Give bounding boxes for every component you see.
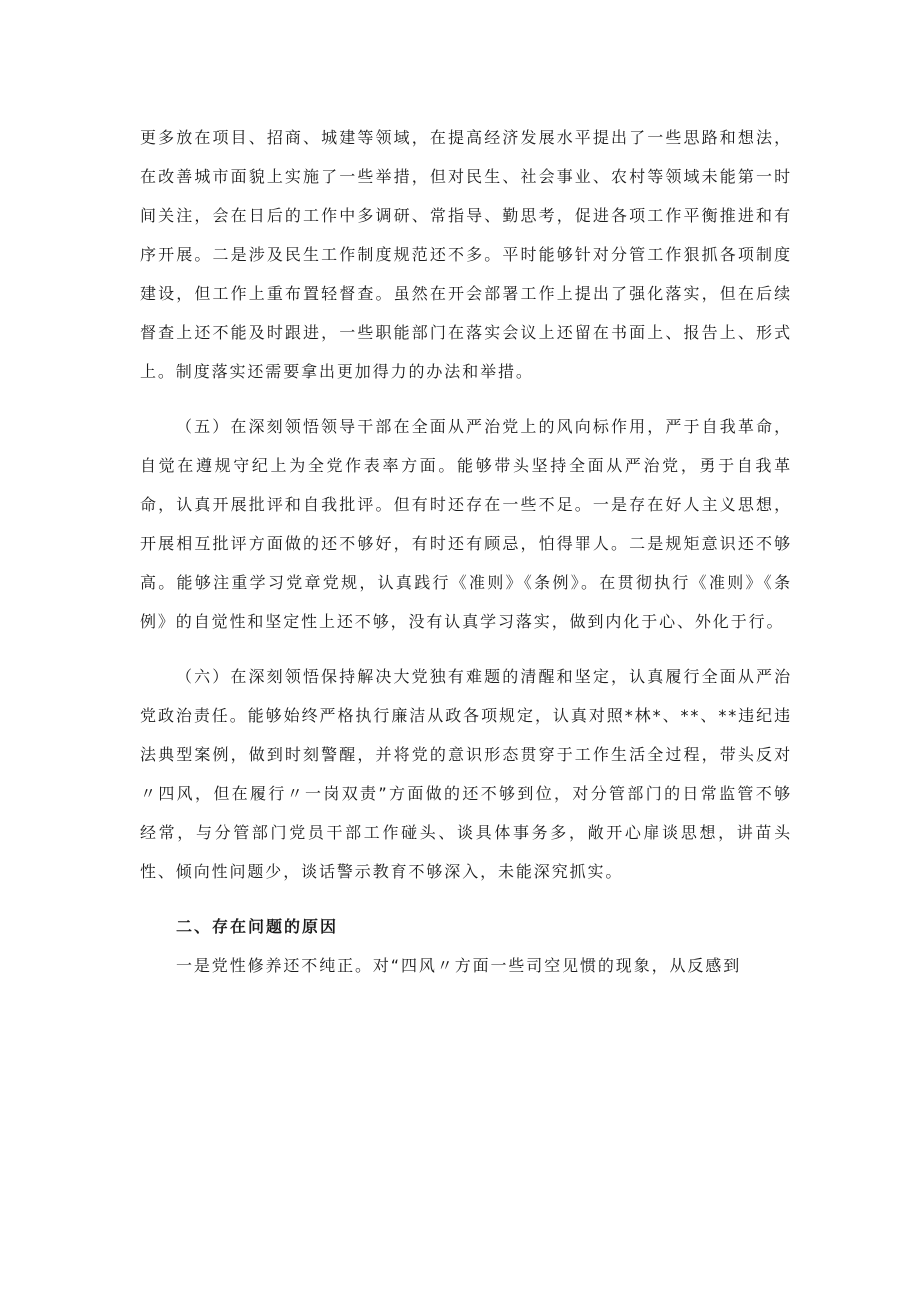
section-heading-causes: 二、存在问题的原因 bbox=[176, 917, 339, 936]
paragraph-cause-one: 一是党性修养还不纯正。对“四风〃方面一些司空见惯的现象，从反感到 bbox=[176, 956, 742, 975]
paragraph-section-five: （五）在深刻领悟领导干部在全面从严治党上的风向标作用，严于自我革命，自觉在遵规守纪上为全党作表率方面。能够带头坚持全面从严治党，勇于自我革命，认真开展批评和自我批评。但有时还存在一些不足。一是存在好人主义思想，开展相互批评方面做的还不够好，有时还有顾忌，怕得罪人。二是规矩意识还不够高。能够注重学习党章党规，认真践行《准则》《条例》。在贯彻执行《准则》《条例》的自觉性和坚定性上还不够，没有认真学习落实，做到内化于心、外化于行。 bbox=[140, 417, 792, 631]
document-body bbox=[140, 118, 792, 985]
paragraph-section-six: （六）在深刻领悟保持解决大党独有难题的清醒和坚定，认真履行全面从严治党政治责任。能够始终严格执行廉洁从政各项规定，认真对照*林*、**、**违纪违法典型案例，做到时刻警醒，并将党的意识形态贯穿于工作生活全过程，带头反对〃四风，但在履行〃一岗双责”方面做的还不够到位，对分管部门的日常监管不够经常，与分管部门党员干部工作碰头、谈具体事务多，敞开心扉谈思想，讲苗头性、倾向性问题少，谈话警示教育不够深入，未能深究抓实。 bbox=[140, 667, 792, 881]
paragraph-continuation: 更多放在项目、招商、城建等领域，在提高经济发展水平提出了一些思路和想法，在改善城市面貌上实施了一些举措，但对民生、社会事业、农村等领域未能第一时间关注，会在日后的工作中多调研、常指导、勤思考，促进各项工作平衡推进和有序开展。二是涉及民生工作制度规范还不多。平时能够针对分管工作狠抓各项制度建设，但工作上重布置轻督查。虽然在开会部署工作上提出了强化落实，但在后续督查上还不能及时跟进，一些职能部门在落实会议上还留在书面上、报告上、形式上。制度落实还需要拿出更加得力的办法和举措。 bbox=[140, 128, 792, 381]
